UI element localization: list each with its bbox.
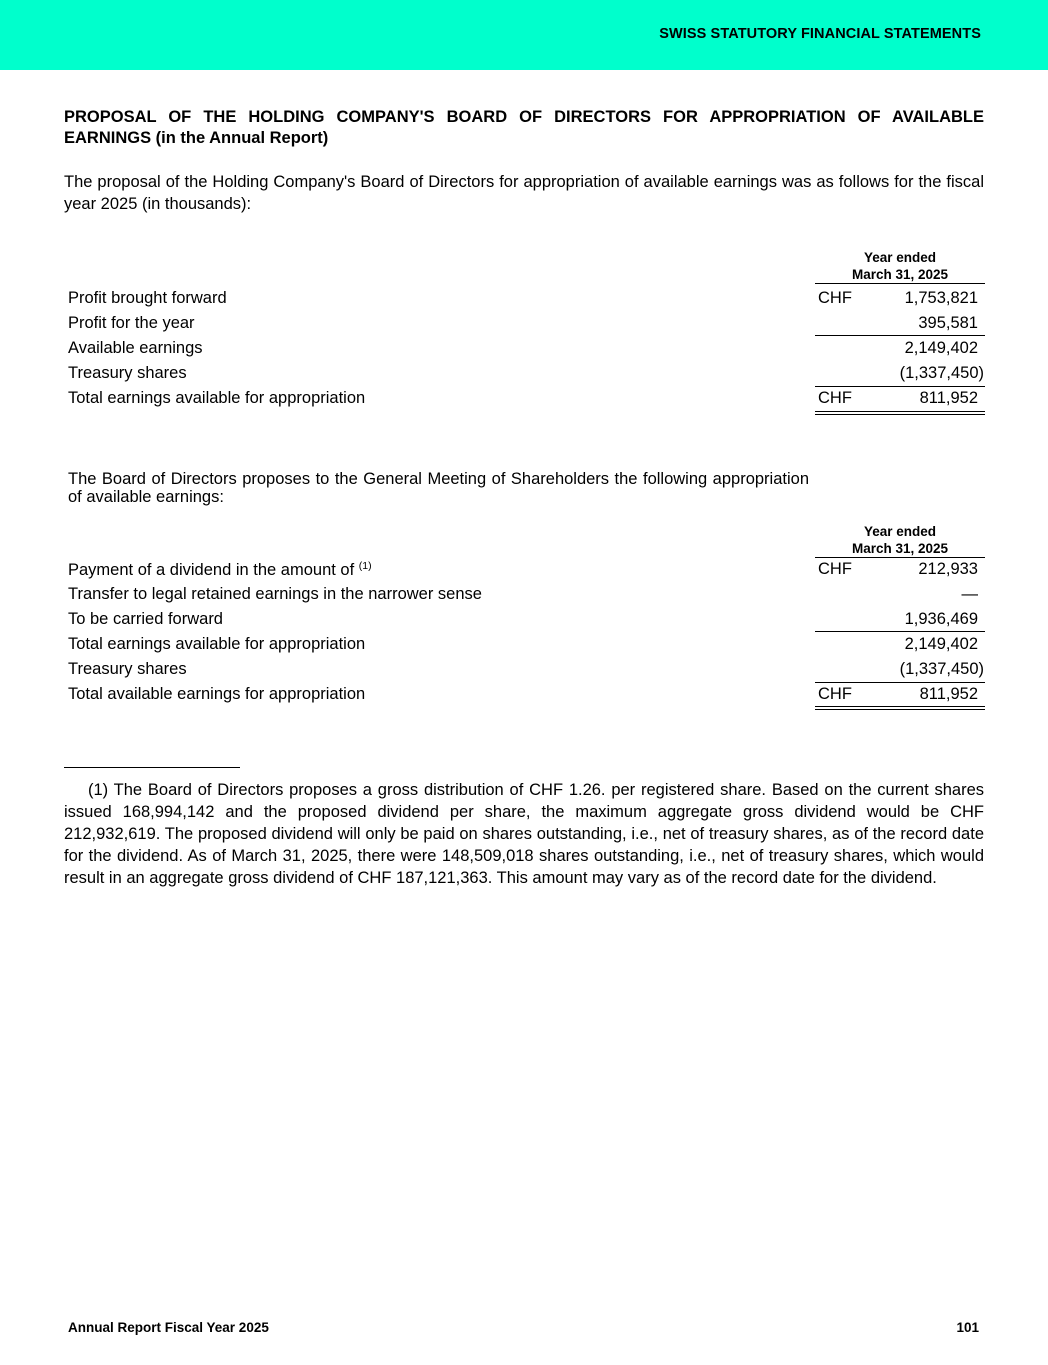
- row-value: 395,581: [918, 314, 978, 332]
- header-band: [0, 0, 1048, 70]
- row-label: Total earnings available for appropriation: [68, 635, 366, 653]
- table2-row: [0, 607, 1048, 632]
- row-label: Profit for the year: [68, 314, 195, 332]
- row-value: —: [961, 585, 978, 603]
- table2-column-header-line2: March 31, 2025: [851, 541, 949, 556]
- table1-row: [0, 361, 1048, 386]
- footnote-text: (1) The Board of Directors proposes a gross distribution of CHF 1.26. per registered share. Based on the current shares issued 168,994,142 and the proposed dividend per share, the maximum aggregate gross dividend would be CHF 212,932,619. The proposed dividend will only be paid on shares outstanding, i.e., net of treasury shares, as of the record date for the dividend. As of March 31, 2025, there were 148,509,018 shares outstanding, i.e., net of treasury shares, which would result in an aggregate gross dividend of CHF 187,121,363. This amount may vary as of the record date for the dividend.: [64, 781, 984, 887]
- footnote-divider: [64, 767, 240, 768]
- row-currency: CHF: [818, 685, 852, 703]
- table1-column-header-line2: March 31, 2025: [851, 267, 949, 282]
- total-double-rule: [815, 411, 985, 412]
- table2-column-header-line1: Year ended: [863, 524, 937, 539]
- table1-row: [0, 311, 1048, 336]
- table2-row: [0, 557, 1048, 582]
- table1-row: [0, 386, 1048, 411]
- row-label: Profit brought forward: [68, 289, 227, 307]
- row-label: To be carried forward: [68, 610, 223, 628]
- row-currency: CHF: [818, 560, 852, 578]
- row-label: Transfer to legal retained earnings in the narrower sense: [68, 585, 482, 603]
- row-currency: CHF: [818, 389, 852, 407]
- table1-column-header: [815, 249, 985, 284]
- row-value: 811,952: [919, 389, 978, 407]
- table2-row: [0, 657, 1048, 682]
- table1-row: [0, 286, 1048, 311]
- header-title: SWISS STATUTORY FINANCIAL STATEMENTS: [659, 26, 981, 42]
- row-label: Total earnings available for appropriation: [68, 389, 366, 407]
- row-value: 811,952: [919, 685, 978, 703]
- row-value: (1,337,450): [899, 660, 984, 678]
- table2-row: [0, 682, 1048, 707]
- footnote-ref: (1): [358, 560, 372, 572]
- row-label: Available earnings: [68, 339, 203, 357]
- table2-row: [0, 582, 1048, 607]
- row-label: Treasury shares: [68, 660, 187, 678]
- row-label-text: Payment of a dividend in the amount of: [68, 561, 355, 579]
- row-value: 212,933: [918, 560, 978, 578]
- row-currency: CHF: [818, 289, 852, 307]
- section-heading: PROPOSAL OF THE HOLDING COMPANY'S BOARD OF DIRECTORS FOR APPROPRIATION OF AVAILABLE EARNINGS (in the Annual Report): [64, 108, 984, 147]
- total-double-rule: [815, 709, 985, 710]
- row-value: 1,936,469: [904, 610, 978, 628]
- footer-report-title: Annual Report Fiscal Year 2025: [68, 1320, 269, 1335]
- total-double-rule: [815, 414, 985, 415]
- table1-row: [0, 336, 1048, 361]
- row-value: (1,337,450): [899, 364, 984, 382]
- table1-column-header-line1: Year ended: [863, 250, 937, 265]
- row-label: Treasury shares: [68, 364, 187, 382]
- intro-paragraph: The proposal of the Holding Company's Board of Directors for appropriation of available earnings was as follows for the fiscal year 2025 (in thousands):: [64, 173, 984, 213]
- table2-row: [0, 632, 1048, 657]
- row-value: 2,149,402: [904, 339, 978, 357]
- row-value: 1,753,821: [904, 289, 978, 307]
- footer-page-number: 101: [956, 1320, 979, 1335]
- table2-column-header: [815, 523, 985, 558]
- row-label: Total available earnings for appropriation: [68, 685, 366, 703]
- total-double-rule: [815, 706, 985, 707]
- row-label: [68, 560, 372, 580]
- proposal-paragraph: The Board of Directors proposes to the General Meeting of Shareholders the following appropriation of available earnings:: [68, 470, 809, 506]
- row-value: 2,149,402: [904, 635, 978, 653]
